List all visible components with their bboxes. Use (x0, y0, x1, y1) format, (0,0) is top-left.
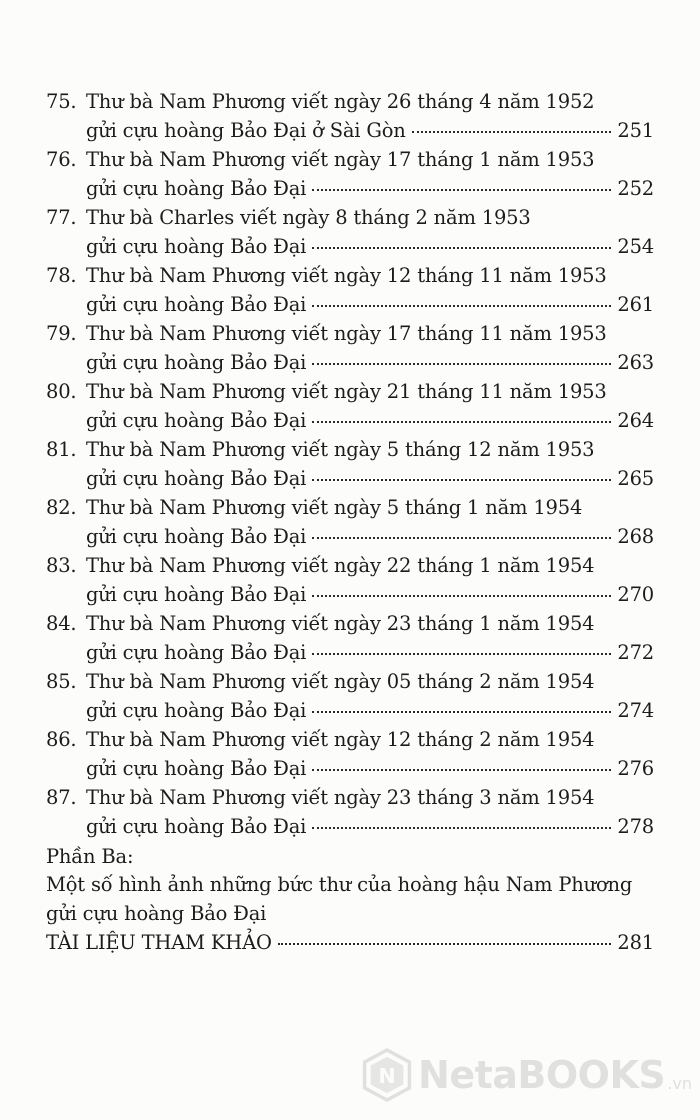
entry-title: Thư bà Nam Phương viết ngày 17 tháng 11 năm 1953 (86, 322, 607, 345)
toc-entry (0, 488, 700, 546)
logo-letter: N (378, 1063, 396, 1088)
entry-subtitle: gửi cựu hoàng Bảo Đại (86, 641, 307, 664)
entry-number: 81. (46, 438, 77, 461)
toc-entry (0, 198, 700, 256)
entry-number: 85. (46, 670, 77, 693)
toc-entry (0, 82, 700, 140)
dot-leader (312, 479, 611, 481)
entry-subtitle: gửi cựu hoàng Bảo Đại (86, 409, 307, 432)
toc-entry (0, 720, 700, 778)
entry-page-number: 268 (617, 525, 654, 548)
dot-leader (278, 943, 612, 945)
toc-entry (0, 546, 700, 604)
entry-number: 84. (46, 612, 77, 635)
dot-leader (312, 189, 611, 191)
entry-title: Thư bà Nam Phương viết ngày 23 tháng 1 năm 1954 (86, 612, 595, 635)
entry-number: 76. (46, 148, 77, 171)
dot-leader (312, 421, 611, 423)
entry-subtitle: gửi cựu hoàng Bảo Đại (86, 525, 307, 548)
entry-title: Thư bà Nam Phương viết ngày 26 tháng 4 năm 1952 (86, 90, 595, 113)
toc-entry (0, 430, 700, 488)
entry-subtitle: gửi cựu hoàng Bảo Đại (86, 293, 307, 316)
entry-title: Thư bà Charles viết ngày 8 tháng 2 năm 1953 (86, 206, 531, 229)
toc-entry (0, 662, 700, 720)
toc-entry (0, 140, 700, 198)
dot-leader (312, 827, 611, 829)
entry-page-number: 252 (617, 177, 654, 200)
part-title-line-1: Một số hình ảnh những bức thư của hoàng hậu Nam Phương (46, 873, 633, 896)
watermark-suffix: .vn (667, 1073, 692, 1093)
entry-page-number: 270 (617, 583, 654, 606)
entry-number: 78. (46, 264, 77, 287)
entry-title: Thư bà Nam Phương viết ngày 12 tháng 2 năm 1954 (86, 728, 595, 751)
netabooks-logo-icon (362, 1044, 412, 1106)
entry-page-number: 261 (617, 293, 654, 316)
entry-title: Thư bà Nam Phương viết ngày 23 tháng 3 năm 1954 (86, 786, 595, 809)
toc-entry (0, 604, 700, 662)
watermark-brand: NetaBOOKS (418, 1053, 666, 1097)
entry-page-number: 276 (617, 757, 654, 780)
entry-number: 77. (46, 206, 77, 229)
toc-entry (0, 778, 700, 836)
entry-page-number: 251 (617, 119, 654, 142)
dot-leader (412, 131, 612, 133)
entry-page-number: 254 (617, 235, 654, 258)
part-title-line-2: gửi cựu hoàng Bảo Đại (46, 902, 267, 925)
dot-leader (312, 595, 611, 597)
dot-leader (312, 711, 611, 713)
entry-number: 82. (46, 496, 77, 519)
entry-page-number: 278 (617, 815, 654, 838)
entry-subtitle: gửi cựu hoàng Bảo Đại (86, 351, 307, 374)
entry-subtitle: gửi cựu hoàng Bảo Đại (86, 235, 307, 258)
entry-title: Thư bà Nam Phương viết ngày 5 tháng 1 năm 1954 (86, 496, 583, 519)
dot-leader (312, 537, 611, 539)
references-entry (46, 931, 654, 954)
toc-entry (0, 256, 700, 314)
entry-subtitle: gửi cựu hoàng Bảo Đại (86, 757, 307, 780)
entry-page-number: 265 (617, 467, 654, 490)
entry-number: 87. (46, 786, 77, 809)
entry-subtitle: gửi cựu hoàng Bảo Đại (86, 815, 307, 838)
entry-title: Thư bà Nam Phương viết ngày 21 tháng 11 năm 1953 (86, 380, 607, 403)
entry-number: 75. (46, 90, 77, 113)
entry-title: Thư bà Nam Phương viết ngày 12 tháng 11 năm 1953 (86, 264, 607, 287)
dot-leader (312, 247, 611, 249)
entry-subtitle: gửi cựu hoàng Bảo Đại (86, 583, 307, 606)
entry-number: 83. (46, 554, 77, 577)
entry-page-number: 272 (617, 641, 654, 664)
entry-page-number: 264 (617, 409, 654, 432)
table-of-contents (0, 82, 700, 836)
part-heading: Phần Ba: (46, 845, 134, 868)
entry-subtitle: gửi cựu hoàng Bảo Đại (86, 177, 307, 200)
toc-entry (0, 314, 700, 372)
entry-title: Thư bà Nam Phương viết ngày 05 tháng 2 năm 1954 (86, 670, 595, 693)
entry-title: Thư bà Nam Phương viết ngày 22 tháng 1 năm 1954 (86, 554, 595, 577)
references-page-number: 281 (617, 931, 654, 954)
toc-entry (0, 372, 700, 430)
entry-number: 80. (46, 380, 77, 403)
entry-page-number: 274 (617, 699, 654, 722)
entry-page-number: 263 (617, 351, 654, 374)
dot-leader (312, 305, 611, 307)
entry-subtitle: gửi cựu hoàng Bảo Đại ở Sài Gòn (86, 119, 406, 142)
entry-title: Thư bà Nam Phương viết ngày 5 tháng 12 năm 1953 (86, 438, 595, 461)
entry-number: 79. (46, 322, 77, 345)
dot-leader (312, 653, 611, 655)
dot-leader (312, 363, 611, 365)
entry-number: 86. (46, 728, 77, 751)
entry-subtitle: gửi cựu hoàng Bảo Đại (86, 467, 307, 490)
entry-subtitle: gửi cựu hoàng Bảo Đại (86, 699, 307, 722)
entry-title: Thư bà Nam Phương viết ngày 17 tháng 1 năm 1953 (86, 148, 595, 171)
watermark (362, 1040, 692, 1110)
dot-leader (312, 769, 611, 771)
references-label: TÀI LIỆU THAM KHẢO (46, 931, 272, 954)
